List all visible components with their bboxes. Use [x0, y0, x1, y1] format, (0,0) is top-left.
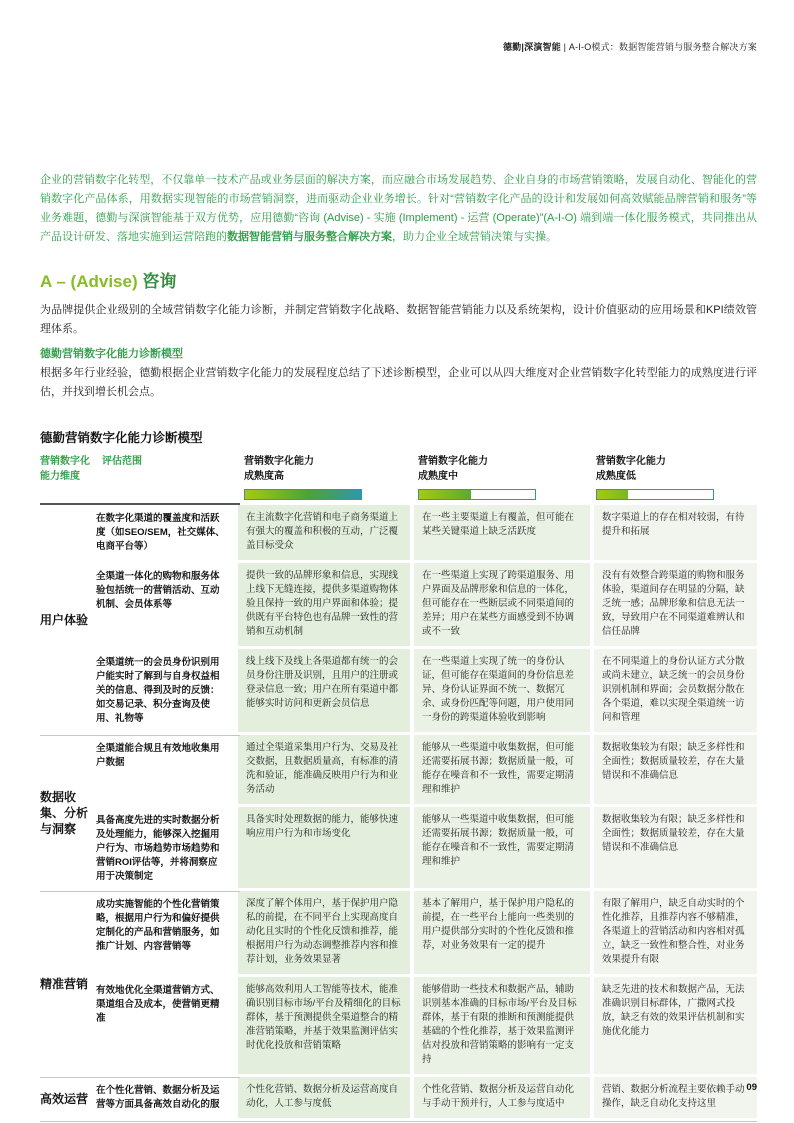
- diagnosis-subheading: 德勤营销数字化能力诊断模型: [40, 348, 183, 360]
- cell-maturity-high: 能够高效利用人工智能等技术，能准确识别目标市场/平台及精细化的目标群体，基于预测提供全渠道整合的精准营销策略，并基于效果监测评估实时优化投放和营销策略: [238, 977, 410, 1074]
- intro-tail: ，助力企业全域营销决策与实操。: [392, 231, 557, 243]
- table-row: [96, 807, 757, 891]
- maturity-bar-low: [596, 489, 714, 500]
- cell-maturity-mid: 基本了解用户，基于保护用户隐私的前提，在一些平台上能向一些类别的用户提供部分实时的个性化反馈和推荐，对业务效果有一定的提升: [414, 891, 590, 974]
- cell-maturity-low: 数字渠道上的存在相对较弱，有待提升和拓展: [594, 505, 757, 560]
- table-bottom-rule: [40, 1121, 757, 1122]
- group-precision-marketing: [40, 891, 757, 1077]
- intro-paragraph: [40, 171, 757, 247]
- dimension-label: 用户体验: [40, 613, 89, 627]
- header-scope: 评估范围: [102, 456, 142, 467]
- cell-maturity-mid: 能够从一些渠道中收集数据，但可能还需要拓展书源；数据质量一般，可能存在噪音和不一致性，需要定期清理和维护: [414, 807, 590, 888]
- cell-maturity-low: 数据收集较为有限；缺乏多样性和全面性；数据质量较差，存在大量错误和不准确信息: [594, 735, 757, 804]
- cell-maturity-low: 营销、数据分析流程主要依赖手动操作，缺乏自动化支持这里: [594, 1077, 757, 1118]
- advise-paragraph: 为品牌提供企业级别的全域营销数字化能力诊断，并制定营销数字化战略、数据智能营销能力以及系统架构，设计价值驱动的应用场景和KPI绩效管理体系。: [40, 304, 757, 335]
- cell-maturity-low: 没有有效整合跨渠道的购物和服务体验，渠道间存在明显的分隔，缺乏统一感；品牌形象和信息无法一致，导致用户在不同渠道难辨认和信任品牌: [594, 563, 757, 646]
- cell-maturity-mid: 在一些主要渠道上有覆盖，但可能在某些关键渠道上缺乏活跃度: [414, 505, 590, 560]
- table-row: [96, 735, 757, 807]
- table-row: [96, 563, 757, 649]
- cell-maturity-mid: 能够借助一些技术和数据产品，辅助识别基本准确的目标市场/平台及目标群体，基于有限的推断和预测能提供基础的个性化推荐，基于效果监测评估对投放和营销策略的影响有一定支持: [414, 977, 590, 1074]
- cell-scope: 全渠道能合规且有效地收集用户数据: [96, 743, 220, 768]
- header-brand: 德勤|深演智能: [503, 42, 561, 52]
- table-row: [96, 1077, 757, 1121]
- cell-scope: 在个性化营销、数据分析及运营等方面具备高效自动化的服: [96, 1085, 220, 1110]
- table-row: [96, 891, 757, 977]
- running-header: [40, 40, 757, 53]
- dimension-label: 高效运营: [40, 1092, 89, 1106]
- diagnosis-paragraph: 根据多年行业经验，德勤根据企业营销数字化能力的发展程度总结了下述诊断模型，企业可以从四大维度对企业营销数字化转型能力的成熟度进行评估，并找到增长机会点。: [40, 367, 757, 398]
- header-maturity-mid: 营销数字化能力 成熟度中: [418, 454, 592, 500]
- header-maturity-low: 营销数字化能力 成熟度低: [596, 454, 757, 500]
- cell-maturity-mid: 能够从一些渠道中收集数据，但可能还需要拓展书源；数据质量一般，可能存在噪音和不一致性，需要定期清理和维护: [414, 735, 590, 804]
- page-number: 09: [746, 1082, 757, 1093]
- cell-scope: 全渠道一体化的购物和服务体验包括统一的营销活动、互动机制、会员体系等: [96, 571, 220, 610]
- group-data-insight: [40, 735, 757, 891]
- cell-maturity-high: 个性化营销、数据分析及运营高度自动化，人工参与度低: [238, 1077, 410, 1118]
- cell-scope: 具备高度先进的实时数据分析及处理能力，能够深入挖掘用户行为、市场趋势市场趋势和营销ROI评估等，并将洞察应用于决策制定: [96, 815, 220, 882]
- intro-emphasis: 数据智能营销与服务整合解决方案: [227, 231, 392, 243]
- header-divider: |: [560, 42, 569, 52]
- table-row: [96, 505, 757, 563]
- cell-maturity-low: 缺乏先进的技术和数据产品，无法准确识别目标群体，广撒网式投放，缺乏有效的效果评估机制和实施优化能力: [594, 977, 757, 1074]
- cell-scope: 在数字化渠道的覆盖度和活跃度（如SEO/SEM，社交媒体、电商平台等）: [96, 513, 225, 552]
- maturity-bar-high: [244, 489, 362, 500]
- header-title: A-I-O模式：数据智能营销与服务整合解决方案: [568, 42, 757, 52]
- table-row: [96, 649, 757, 735]
- section-heading: [40, 271, 757, 293]
- diagnosis-table: [40, 454, 757, 1122]
- table-row: [96, 977, 757, 1077]
- dimension-label: 数据收集、分析与洞察: [40, 790, 89, 836]
- table-body: [40, 503, 757, 1122]
- header-maturity-high: 营销数字化能力 成熟度高: [244, 454, 414, 500]
- cell-maturity-low: 有限了解用户，缺乏自动实时的个性化推荐，且推荐内容不够精准，各渠道上的营销活动和内容相对孤立，缺乏一致性和整合性，对业务效果提升有限: [594, 891, 757, 974]
- cell-maturity-high: 具备实时处理数据的能力，能够快速响应用户行为和市场变化: [238, 807, 410, 888]
- header-dimension: 营销数字化 能力维度: [40, 456, 90, 482]
- cell-maturity-mid: 在一些渠道上实现了统一的身份认证，但可能存在渠道间的身份信息差异、身份认证界面不统一、数据冗余、或身份匹配等问题，用户使用同一身份的跨渠道体验收到影响: [414, 649, 590, 732]
- cell-maturity-mid: 个性化营销、数据分析及运营自动化与手动干预并行，人工参与度适中: [414, 1077, 590, 1118]
- dimension-label: 精准营销: [40, 977, 89, 991]
- group-efficient-operation: [40, 1077, 757, 1121]
- cell-maturity-mid: 在一些渠道上实现了跨渠道服务、用户界面及品牌形象和信息的一体化，但可能存在一些断层或不同渠道间的差异；用户在某些方面感受到不协调或不一致: [414, 563, 590, 646]
- cell-maturity-low: 数据收集较为有限；缺乏多样性和全面性；数据质量较差，存在大量错误和不准确信息: [594, 807, 757, 888]
- section-heading-en: A – (Advise): [40, 272, 138, 291]
- cell-maturity-high: 提供一致的品牌形象和信息，实现线上线下无缝连接，提供多渠道购物体验且保持一致的用户界面和体验；提供既有平台特色也有品牌一致性的营销和互动机制: [238, 563, 410, 646]
- cell-scope: 有效地优化全渠道营销方式、渠道组合及成本，使营销更精准: [96, 985, 220, 1024]
- cell-maturity-high: 在主流数字化营销和电子商务渠道上有强大的覆盖和积极的互动，广泛覆盖目标受众: [238, 505, 410, 560]
- table-title: 德勤营销数字化能力诊断模型: [40, 431, 203, 445]
- cell-maturity-low: 在不同渠道上的身份认证方式分散或尚未建立，缺乏统一的会员身份识别机制和界面；会员数据分散在各个渠道，难以实现全渠道统一访问和管理: [594, 649, 757, 732]
- cell-scope: 全渠道统一的会员身份识别用户能实时了解到与自身权益相关的信息、得到及时的反馈：如交易记录、积分查询及使用、礼物等: [96, 657, 220, 724]
- section-heading-cn: 咨询: [137, 272, 177, 291]
- cell-maturity-high: 深度了解个体用户，基于保护用户隐私的前提，在不同平台上实现高度自动化且实时的个性化反馈和推荐，能根据用户行为动态调整推荐内容和推荐计划，业务效果显著: [238, 891, 410, 974]
- maturity-bar-mid: [418, 489, 536, 500]
- cell-maturity-high: 线上线下及线上各渠道都有统一的会员身份注册及识别，且用户的注册或登录信息一致；用户在所有渠道中都能够实时访问和更新会员信息: [238, 649, 410, 732]
- table-header-row: [40, 454, 757, 500]
- intro-lead: 企业的营销数字化转型，不仅靠单一技术产品或业务层面的解决方案，而应融合市场发展趋势、企业自身的市场营销策略，发展自动化、智能化的营销数字化产品体系，用数据实现智能的市场营销洞察，进而驱动企业业务增长。针对“营销数字化产品的设计和发展如何高效赋能品牌营销和服务”等业务难题，德勤与深演智能基于双方优势，应用德勤“咨询 (Advise) - 实施 (Implement) - 运营 (Operate)”(A-I-O) 端到端一体化服务模式，共同推出从产品设计研发、落地实施到运营陪跑的: [40, 174, 757, 243]
- cell-maturity-high: 通过全渠道采集用户行为、交易及社交数据，且数据质量高，有标准的清洗和验证，能准确反映用户行为和业务活动: [238, 735, 410, 804]
- group-user-experience: [40, 505, 757, 735]
- cell-scope: 成功实施智能的个性化营销策略，根据用户行为和偏好提供定制化的产品和营销服务，如推广计划、内容营销等: [96, 899, 220, 952]
